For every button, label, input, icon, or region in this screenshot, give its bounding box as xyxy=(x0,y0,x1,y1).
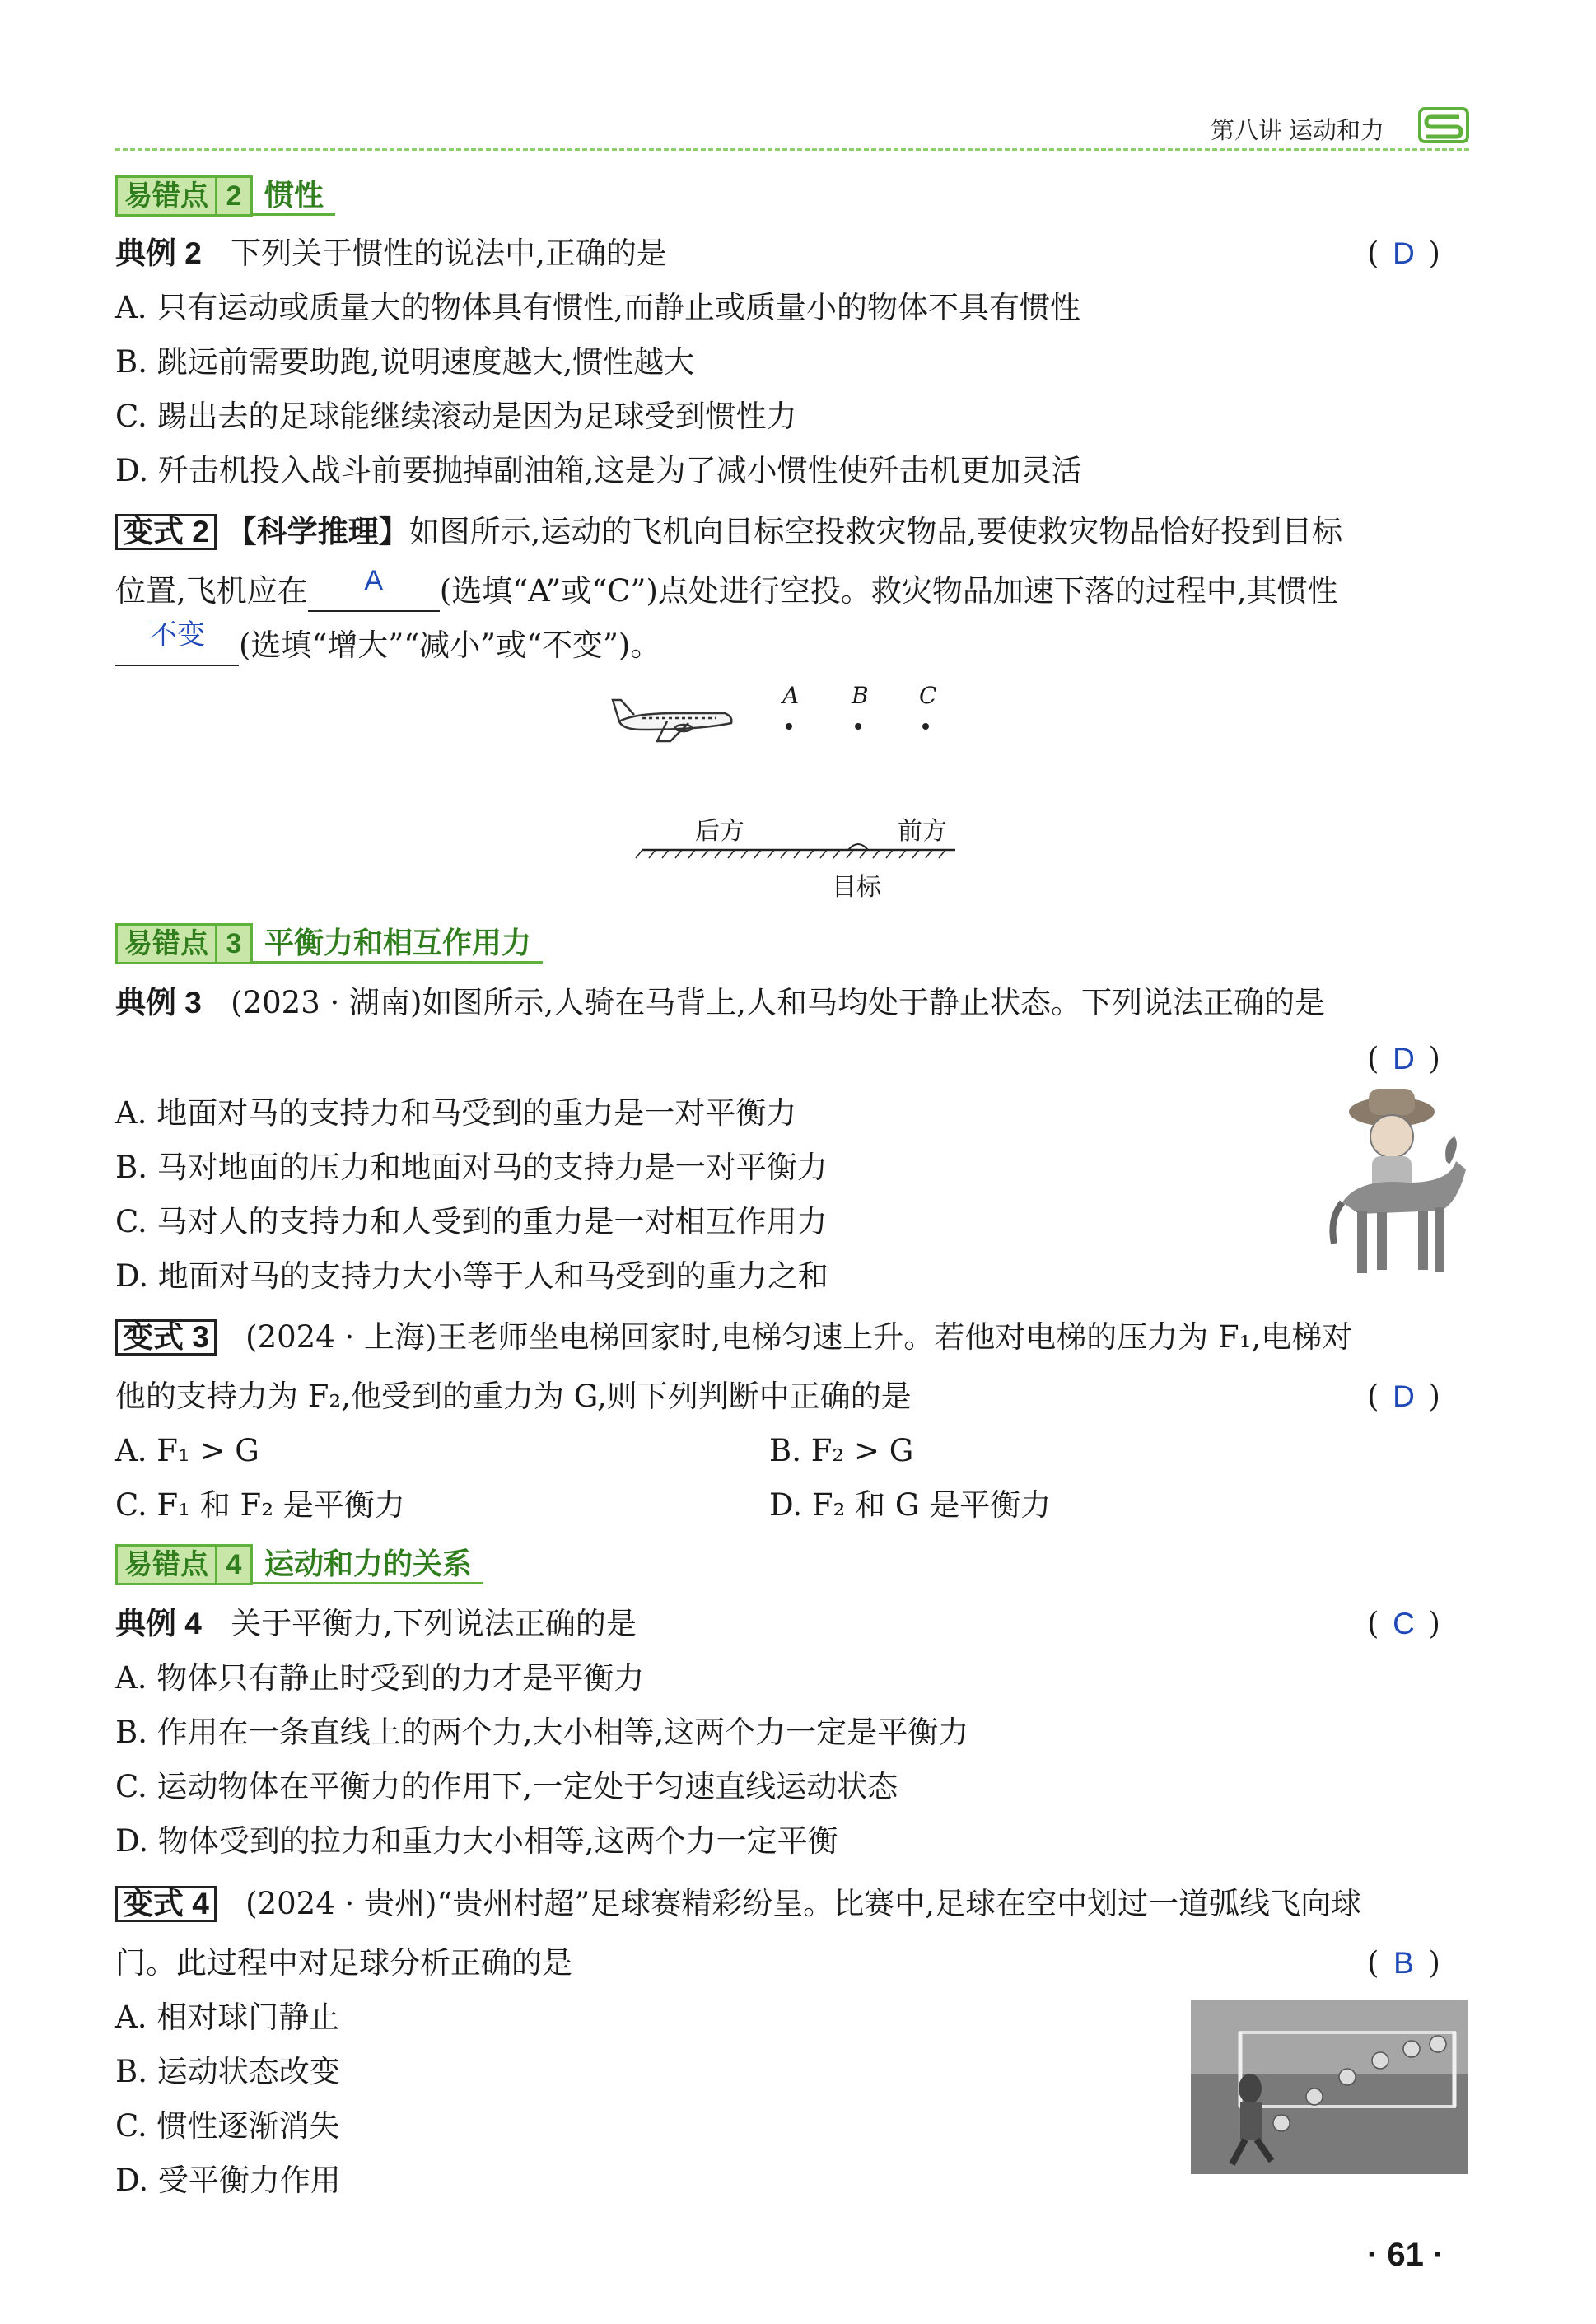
variant-3-option-a: A. F₁ > G xyxy=(115,1433,259,1468)
question-text: (2023 · 湖南)如图所示,人骑在马背上,人和马均处于静止状态。下列说法正确的是 xyxy=(231,985,1325,1020)
section-label: 易错点 xyxy=(115,923,217,964)
variant-label: 变式 3 xyxy=(115,1319,217,1356)
variant-label: 变式 2 xyxy=(115,514,217,550)
variant-3-option-c: C. F₁ 和 F₂ 是平衡力 xyxy=(115,1487,405,1523)
section-tag-3 xyxy=(115,924,543,964)
header-logo-icon xyxy=(1418,105,1469,145)
example-2-question xyxy=(115,236,667,272)
answer-letter: C xyxy=(1393,1607,1415,1640)
example-4-question xyxy=(115,1606,637,1642)
football-photo xyxy=(1191,2000,1468,2174)
variant-text: (2024 · 贵州)“贵州村超”足球赛精彩纷呈。比赛中,足球在空中划过一道弧线飞向球 xyxy=(245,1886,1362,1921)
variant-text: (2024 · 上海)王老师坐电梯回家时,电梯匀速上升。若他对电梯的压力为 F₁,电梯对 xyxy=(245,1319,1353,1355)
section-title: 平衡力和相互作用力 xyxy=(253,925,543,964)
section-label: 易错点 xyxy=(115,1544,217,1585)
variant-3-line-1 xyxy=(115,1319,1352,1356)
question-text: 关于平衡力,下列说法正确的是 xyxy=(231,1606,637,1641)
example-3-answer: ( D ) xyxy=(1367,1041,1440,1076)
variant-tag: 【科学推理】 xyxy=(226,515,409,548)
example-4-option-c: C. 运动物体在平衡力的作用下,一定处于匀速直线运动状态 xyxy=(115,1769,898,1804)
page-number: · 61 · xyxy=(1367,2237,1444,2273)
example-3-question xyxy=(115,985,1325,1021)
example-label: 典例 2 xyxy=(115,236,202,270)
variant-2-line-1 xyxy=(115,514,1342,550)
variant-3-option-b: B. F₂ > G xyxy=(769,1433,914,1468)
variant-4-answer: ( B ) xyxy=(1367,1945,1440,1981)
variant-4-option-b: B. 运动状态改变 xyxy=(115,2054,340,2089)
section-number: 2 xyxy=(217,175,253,217)
airdrop-figure xyxy=(609,675,988,906)
example-4-option-a: A. 物体只有静止时受到的力才是平衡力 xyxy=(115,1660,645,1696)
variant-3-answer: ( D ) xyxy=(1367,1379,1440,1414)
variant-text: 如图所示,运动的飞机向目标空投救灾物品,要使救灾物品恰好投到目标 xyxy=(408,514,1343,549)
variant-4-line-2: 门。此过程中对足球分析正确的是 xyxy=(115,1945,572,1981)
example-3-option-c: C. 马对人的支持力和人受到的重力是一对相互作用力 xyxy=(115,1204,828,1239)
chapter-title: 第八讲 运动和力 xyxy=(1211,118,1385,144)
example-2-option-d: D. 歼击机投入战斗前要抛掉副油箱,这是为了减小惯性使歼击机更加灵活 xyxy=(115,453,1082,488)
variant-text: (选填“A”或“C”)点处进行空投。救灾物品加速下落的过程中,其惯性 xyxy=(439,573,1338,609)
example-4-option-b: B. 作用在一条直线上的两个力,大小相等,这两个力一定是平衡力 xyxy=(115,1715,969,1750)
answer-letter: B xyxy=(1393,1946,1414,1980)
variant-3-option-d: D. F₂ 和 G 是平衡力 xyxy=(769,1487,1052,1523)
back-label: 后方 xyxy=(695,818,744,845)
example-label: 典例 3 xyxy=(115,986,202,1020)
front-label: 前方 xyxy=(898,818,947,845)
section-title: 惯性 xyxy=(253,177,335,216)
example-3-option-a: A. 地面对马的支持力和马受到的重力是一对平衡力 xyxy=(115,1095,797,1131)
section-label: 易错点 xyxy=(115,175,217,217)
variant-3-line-2: 他的支持力为 F₂,他受到的重力为 G,则下列判断中正确的是 xyxy=(115,1379,912,1414)
example-4-option-d: D. 物体受到的拉力和重力大小相等,这两个力一定平衡 xyxy=(115,1823,838,1859)
point-a-label: A xyxy=(782,682,800,709)
section-tag-4 xyxy=(115,1545,483,1584)
fill-blank-1 xyxy=(308,565,440,612)
example-4-answer: ( C ) xyxy=(1367,1606,1440,1641)
question-text: 下列关于惯性的说法中,正确的是 xyxy=(231,236,667,271)
variant-4-option-c: C. 惯性逐渐消失 xyxy=(115,2108,340,2144)
airplane-icon xyxy=(609,675,988,906)
variant-text: 位置,飞机应在 xyxy=(115,573,308,609)
example-3-option-b: B. 马对地面的压力和地面对马的支持力是一对平衡力 xyxy=(115,1150,828,1185)
answer-letter: D xyxy=(1393,1379,1415,1413)
horse-rider-image xyxy=(1309,1079,1474,1286)
target-label: 目标 xyxy=(832,874,881,901)
section-title: 运动和力的关系 xyxy=(253,1546,483,1584)
variant-4-option-d: D. 受平衡力作用 xyxy=(115,2163,341,2198)
variant-2-line-2 xyxy=(115,565,1338,612)
answer-letter: D xyxy=(1393,1042,1415,1076)
example-3-option-d: D. 地面对马的支持力大小等于人和马受到的重力之和 xyxy=(115,1258,828,1294)
example-2-option-a: A. 只有运动或质量大的物体具有惯性,而静止或质量小的物体不具有惯性 xyxy=(115,290,1081,325)
variant-4-option-a: A. 相对球门静止 xyxy=(115,2000,340,2035)
variant-label: 变式 4 xyxy=(115,1886,217,1922)
variant-4-line-1 xyxy=(115,1886,1361,1922)
point-b-label: B xyxy=(852,682,869,709)
section-number: 3 xyxy=(217,923,253,964)
example-2-option-b: B. 跳远前需要助跑,说明速度越大,惯性越大 xyxy=(115,344,695,380)
section-number: 4 xyxy=(217,1544,253,1585)
example-label: 典例 4 xyxy=(115,1607,202,1640)
fill-blank-2 xyxy=(115,619,239,666)
section-tag-2 xyxy=(115,176,335,216)
blank-answer: 不变 xyxy=(149,619,205,651)
blank-answer: A xyxy=(364,565,384,596)
example-2-answer: ( D ) xyxy=(1367,236,1440,271)
example-2-option-c: C. 踢出去的足球能继续滚动是因为足球受到惯性力 xyxy=(115,399,797,434)
variant-2-line-3 xyxy=(115,619,661,666)
variant-text: (选填“增大”“减小”或“不变”)。 xyxy=(239,628,661,663)
header-title xyxy=(1211,112,1384,146)
header-divider xyxy=(115,148,1469,151)
answer-letter: D xyxy=(1393,236,1415,270)
point-c-label: C xyxy=(919,682,937,709)
